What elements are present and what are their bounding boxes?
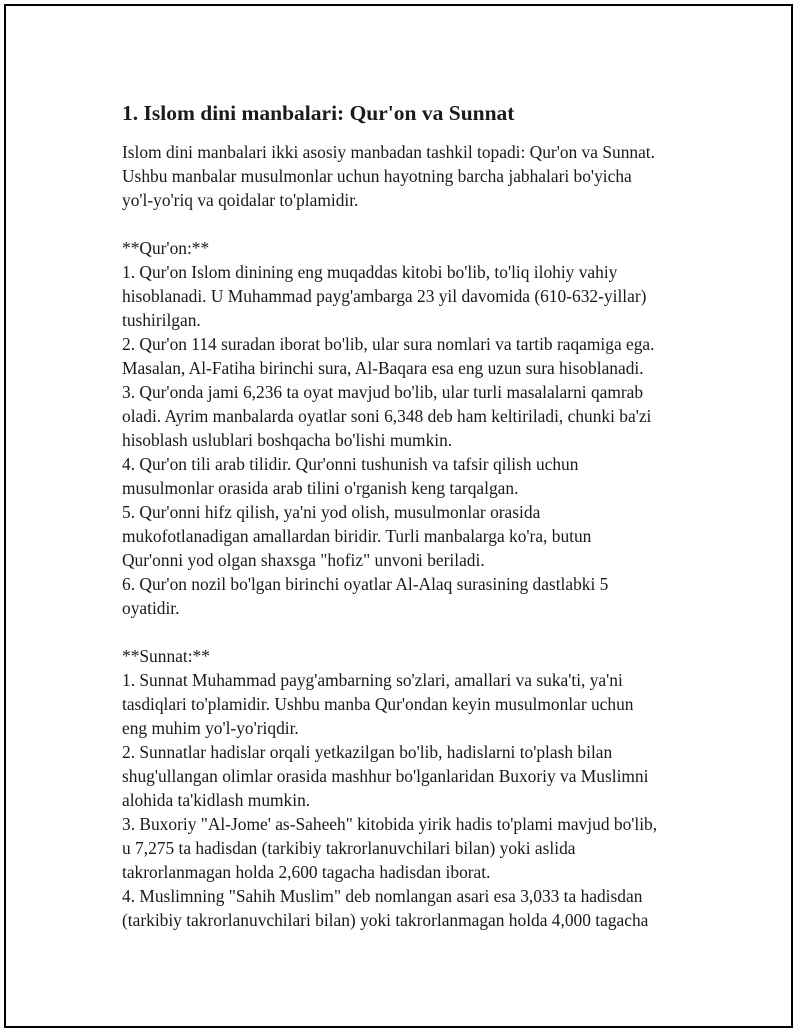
sunnat-line: 1. Sunnat Muhammad payg'ambarning so'zlari, amallari va suka'ti, ya'ni: [122, 670, 623, 690]
document-body: [122, 100, 712, 932]
quron-line: tushirilgan.: [122, 310, 201, 330]
quron-heading: **Qur'on:**: [122, 238, 210, 258]
blank-line: [122, 620, 712, 644]
quron-line: Masalan, Al-Fatiha birinchi sura, Al-Baqara esa eng uzun sura hisoblanadi.: [122, 358, 644, 378]
quron-line: hisoblanadi. U Muhammad payg'ambarga 23 yil davomida (610-632-yillar): [122, 286, 647, 306]
quron-line: 4. Qur'on tili arab tilidir. Qur'onni tushunish va tafsir qilish uchun: [122, 454, 579, 474]
quron-line: 1. Qur'on Islom dinining eng muqaddas kitobi bo'lib, to'liq ilohiy vahiy: [122, 262, 618, 282]
blank-line: [122, 212, 712, 236]
quron-line: musulmonlar orasida arab tilini o'rganish keng tarqalgan.: [122, 478, 519, 498]
page-frame: [4, 4, 793, 1028]
intro-line: Ushbu manbalar musulmonlar uchun hayotning barcha jabhalari bo'yicha: [122, 166, 632, 186]
sunnat-line: u 7,275 ta hadisdan (tarkibiy takrorlanuvchilari bilan) yoki aslida: [122, 838, 576, 858]
quron-line: 5. Qur'onni hifz qilish, ya'ni yod olish, musulmonlar orasida: [122, 502, 541, 522]
intro-paragraph: [122, 140, 712, 932]
quron-line: oladi. Ayrim manbalarda oyatlar soni 6,348 deb ham keltiriladi, chunki ba'zi: [122, 406, 652, 426]
intro-line: yo'l-yo'riq va qoidalar to'plamidir.: [122, 190, 359, 210]
quron-line: 2. Qur'on 114 suradan iborat bo'lib, ular sura nomlari va tartib raqamiga ega.: [122, 334, 655, 354]
sunnat-line: alohida ta'kidlash mumkin.: [122, 790, 311, 810]
sunnat-line: takrorlanmagan holda 2,600 tagacha hadisdan iborat.: [122, 862, 491, 882]
intro-line: Islom dini manbalari ikki asosiy manbadan tashkil topadi: Qur'on va Sunnat.: [122, 142, 655, 162]
quron-line: oyatidir.: [122, 598, 180, 618]
sunnat-line: 3. Buxoriy "Al-Jome' as-Saheeh" kitobida yirik hadis to'plami mavjud bo'lib,: [122, 814, 658, 834]
sunnat-line: (tarkibiy takrorlanuvchilari bilan) yoki takrorlanmagan holda 4,000 tagacha: [122, 910, 649, 930]
quron-line: hisoblash uslublari boshqacha bo'lishi mumkin.: [122, 430, 453, 450]
sunnat-line: shug'ullangan olimlar orasida mashhur bo'lganlaridan Buxoriy va Muslimni: [122, 766, 649, 786]
quron-line: mukofotlanadigan amallardan biridir. Turli manbalarga ko'ra, butun: [122, 526, 592, 546]
sunnat-line: tasdiqlari to'plamidir. Ushbu manba Qur'ondan keyin musulmonlar uchun: [122, 694, 634, 714]
sunnat-line: 2. Sunnatlar hadislar orqali yetkazilgan bo'lib, hadislarni to'plash bilan: [122, 742, 613, 762]
quron-line: 3. Qur'onda jami 6,236 ta oyat mavjud bo'lib, ular turli masalalarni qamrab: [122, 382, 644, 402]
sunnat-heading: **Sunnat:**: [122, 646, 210, 666]
sunnat-line: eng muhim yo'l-yo'riqdir.: [122, 718, 299, 738]
quron-line: 6. Qur'on nozil bo'lgan birinchi oyatlar Al-Alaq surasining dastlabki 5: [122, 574, 609, 594]
sunnat-line: 4. Muslimning "Sahih Muslim" deb nomlangan asari esa 3,033 ta hadisdan: [122, 886, 643, 906]
document-title: 1. Islom dini manbalari: Qur'on va Sunnat: [122, 101, 515, 125]
quron-line: Qur'onni yod olgan shaxsga "hofiz" unvoni beriladi.: [122, 550, 485, 570]
